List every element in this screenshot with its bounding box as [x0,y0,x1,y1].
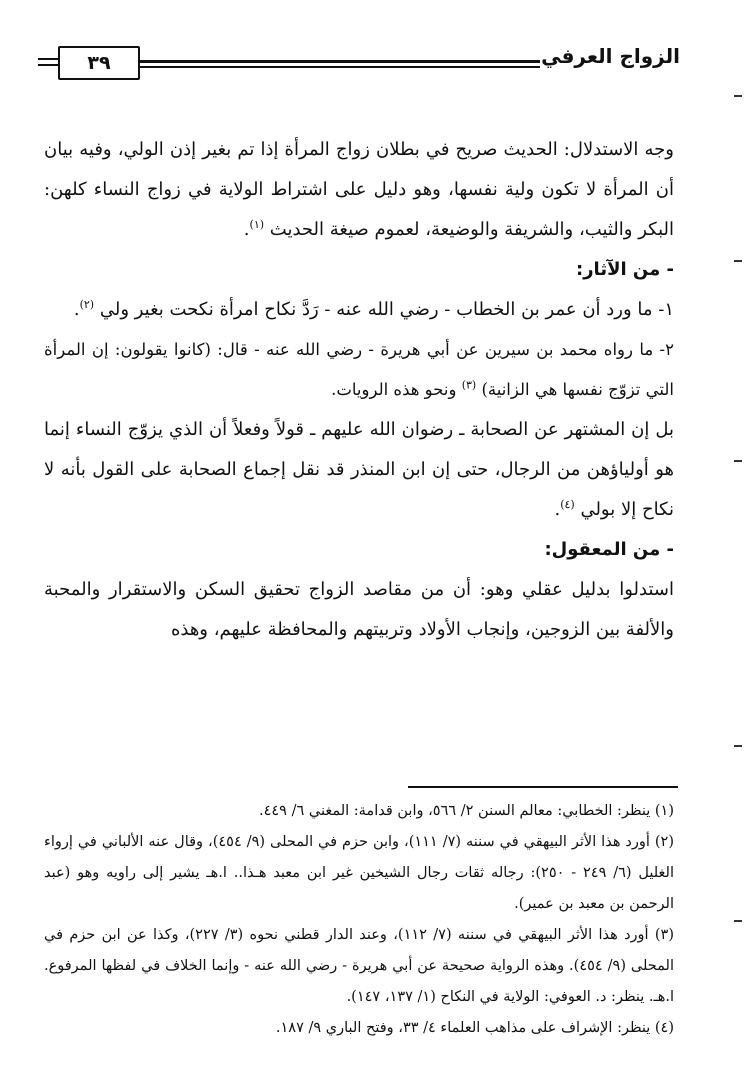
paragraph-sahaba-text: بل إن المشتهر عن الصحابة ـ رضوان الله عليهم ـ قولاً وفعلاً أن الذي يزوّج النساء إنما هو أولياؤهن من الرجال، حتى إن ابن المنذر قد نقل إجماع الصحابة على القول بأنه لا نكاح إلا بولي [44,419,674,520]
footnote-1: (١) ينظر: الخطابي: معالم السنن ٢/ ٥٦٦، وابن قدامة: المغني ٦/ ٤٤٩. [258,803,674,819]
header-left-rule [38,58,58,60]
running-title: الزواج العرفي [541,44,680,68]
paragraph-evidence [44,130,674,250]
edge-mark [734,745,742,747]
paragraph-evidence-text: وجه الاستدلال: الحديث صريح في بطلان زواج المرأة إذا تم بغير إذن الولي، وفيه بيان أن المرأة لا تكون ولية نفسها، وهو دليل على اشتراط الولاية في زواج النساء كلهن: البكر والثيب، والشريفة والوضيعة، لعموم صيغة الحديث [44,139,674,240]
paragraph-sahaba-end: . [554,499,561,520]
footnote-separator [408,786,678,788]
paragraph-athar-1-end: . [73,299,80,320]
page-header [40,42,680,82]
paragraph-maaqul: استدلوا بدليل عقلي وهو: أن من مقاصد الزواج تحقيق السكن والاستقرار والمحبة والألفة بين الزوجين، وإنجاب الأولاد وتربيتهم والمحافظة عليهم، وهذه [44,579,674,640]
edge-mark [734,460,742,462]
paragraph-athar-1 [44,290,674,330]
footnote-ref-3[interactable]: (٣) [461,378,477,392]
paragraph-sahaba [44,410,674,530]
edge-mark [734,920,742,922]
footnote-ref-2[interactable]: (٢) [79,298,95,311]
footnote-4: (٤) ينظر: الإشراف على مذاهب العلماء ٤/ ٣٣، وفتح الباري ٩/ ١٨٧. [275,1020,674,1036]
paragraph-athar-2 [44,330,674,410]
main-text [44,130,674,650]
footnotes [44,796,674,1044]
header-rule-thin [140,66,540,68]
page-number-box [58,46,140,80]
edge-mark [734,95,742,97]
header-left-rule-2 [38,64,58,66]
footnote-ref-4[interactable]: (٤) [560,498,575,511]
paragraph-athar-2-end: ونحو هذه الرويات. [331,380,457,399]
heading-athar: - من الآثار: [576,259,674,280]
paragraph-athar-1-text: ١- ما ورد أن عمر بن الخطاب - رضي الله عنه - رَدَّ نكاح امرأة نكحت بغير ولي [99,299,674,320]
edge-mark [734,260,742,262]
header-rule [140,60,540,63]
footnote-2: (٢) أورد هذا الأثر البيهقي في سننه (٧/ ١١١)، وابن حزم في المحلى (٩/ ٤٥٤)، وقال عنه الألباني في إرواء الغليل (٦/ ٢٤٩ - ٢٥٠): رجاله ثقات رجال الشيخين غير ابن معبد هـذا.. ا.هـ يشير إلى راويه وهو (عبد الرحمن بن معبد بن عمير). [44,834,675,912]
footnote-3: (٣) أورد هذا الأثر البيهقي في سننه (٧/ ١١٢)، وعند الدار قطني نحوه (٣/ ٢٢٧)، وكذا عن ابن حزم في المحلى (٩/ ٤٥٤). وهذه الرواية صحيحة عن أبي هريرة - رضي الله عنه - وإنما الخلاف في لفظها المرفوع. ا.هـ. ينظر: د. العوفي: الولاية في النكاح (١/ ١٣٧، ١٤٧). [44,927,674,1005]
footnote-ref-1[interactable]: (١) [249,218,265,231]
paragraph-athar-2-text: ٢- ما رواه محمد بن سيرين عن أبي هريرة - رضي الله عنه - قال: (كانوا يقولون: إن المرأة التي تزوّج نفسها هي الزانية) [44,340,674,399]
heading-maaqul: - من المعقول: [544,539,674,560]
page-number: ٣٩ [87,52,111,74]
paragraph-evidence-end: . [243,219,250,240]
